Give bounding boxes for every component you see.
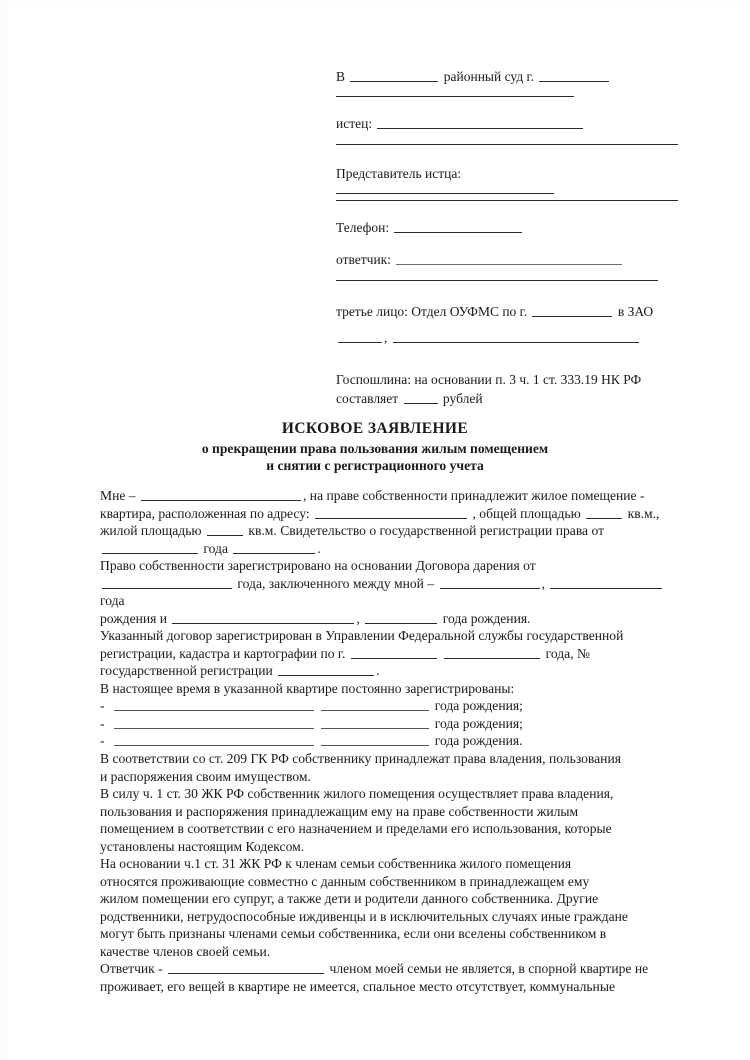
phone-line bbox=[336, 219, 676, 234]
court-second-rule[interactable] bbox=[336, 96, 574, 97]
p1-s3: квартира, расположенная по адресу: bbox=[100, 505, 310, 521]
p7-line4: родственники, нетрудоспособные иждивенцы и в исключительных случаях иные граждане bbox=[100, 908, 628, 924]
body-paragraph-art-209 bbox=[100, 750, 666, 785]
representative-rule-1[interactable] bbox=[336, 193, 554, 194]
p2-s7: года рождения. bbox=[442, 610, 531, 626]
gift-contract-date-blank[interactable] bbox=[102, 575, 232, 589]
gift-party-birthyear-blank[interactable] bbox=[550, 575, 662, 589]
p8-s2: членом моей семьи не является, в спорной квартире не bbox=[329, 961, 649, 977]
p5-line2: и распоряжения своим имуществом. bbox=[100, 768, 311, 784]
body-paragraph-defendant-statement bbox=[100, 960, 666, 995]
defendant-statement-name-blank[interactable] bbox=[168, 960, 324, 974]
defendant-line bbox=[336, 251, 676, 266]
plaintiff-name-blank[interactable] bbox=[377, 115, 583, 129]
p1-s7: кв.м. Свидетельство о государственной регистрации права от bbox=[248, 523, 605, 539]
p2-s3: , bbox=[541, 575, 545, 591]
page-left-margin-strip bbox=[0, 0, 8, 1060]
document-title: ИСКОВОЕ ЗАЯВЛЕНИЕ bbox=[281, 420, 469, 437]
registered-person-name-blank[interactable] bbox=[114, 715, 314, 729]
gift-other-party-birthyear-blank[interactable] bbox=[365, 610, 437, 624]
p1-s2: , на праве собственности принадлежит жилое помещение - bbox=[303, 488, 645, 503]
spacer-after-court bbox=[336, 102, 676, 115]
certificate-number-blank[interactable] bbox=[233, 540, 315, 554]
registered-person-tail: года рождения; bbox=[434, 715, 523, 731]
rosreestr-date-blank[interactable] bbox=[444, 645, 540, 659]
body-paragraph-art-31 bbox=[100, 855, 666, 960]
state-duty-amount-blank[interactable] bbox=[404, 390, 438, 404]
p1-s8: года bbox=[203, 540, 228, 556]
p3-s4: государственной регистрации bbox=[100, 663, 273, 679]
registered-person-tail: года рождения; bbox=[434, 698, 523, 714]
representative-rule-2[interactable] bbox=[336, 200, 678, 201]
court-name-blank[interactable] bbox=[350, 68, 438, 82]
registered-person-name-blank[interactable] bbox=[114, 733, 314, 747]
spacer-after-phone bbox=[336, 234, 676, 251]
p3-s1: Указанный договор зарегистрирован в Управлении Федеральной службы государственной bbox=[100, 628, 624, 644]
registered-person-birthyear-blank[interactable] bbox=[321, 715, 429, 729]
total-area-blank[interactable] bbox=[586, 505, 622, 519]
p6-line2: пользования и распоряжения принадлежащим ему на праве собственности жилым bbox=[100, 803, 579, 819]
phone-label: Телефон: bbox=[336, 219, 390, 235]
third-party-prefix-label: третье лицо: Отдел ОУФМС по г. bbox=[336, 303, 528, 319]
document-subtitle-line-1: о прекращении права пользования жилым помещением bbox=[201, 441, 549, 456]
page-top-margin-strip bbox=[0, 0, 750, 5]
p8-s3: проживает, его вещей в квартире не имеется, спальное место отсутствует, коммунальные bbox=[100, 978, 615, 994]
state-duty-amount-suffix: рублей bbox=[442, 390, 483, 406]
document-body bbox=[100, 487, 666, 995]
p6-line4: установлены настоящим Кодексом. bbox=[100, 838, 305, 854]
p1-s4: , общей площадью bbox=[472, 505, 581, 521]
p3-s2: регистрации, кадастра и картографии по г. bbox=[100, 645, 346, 661]
p8-s1: Ответчик - bbox=[100, 961, 163, 977]
p1-s5: кв.м., bbox=[627, 505, 660, 521]
p7-line1: На основании ч.1 ст. 31 ЖК РФ к членам семьи собственника жилого помещения bbox=[100, 856, 572, 872]
certificate-date-blank[interactable] bbox=[102, 540, 198, 554]
registered-persons-intro: В настоящее время в указанной квартире постоянно зарегистрированы: bbox=[100, 680, 515, 696]
body-paragraph-property bbox=[100, 487, 666, 557]
registered-person-row bbox=[100, 732, 666, 750]
p7-line6: качестве членов своей семьи. bbox=[100, 943, 271, 959]
p2-s6: , bbox=[356, 610, 360, 626]
rosreestr-city-blank[interactable] bbox=[351, 645, 437, 659]
p2-s1: Право собственности зарегистрировано на основании Договора дарения от bbox=[100, 558, 536, 574]
p7-line2: относятся проживающие совместно с данным собственником в принадлежащем ему bbox=[100, 873, 590, 889]
spacer-after-representative bbox=[336, 206, 676, 219]
registered-person-row bbox=[100, 697, 666, 715]
third-party-address-blank[interactable] bbox=[393, 329, 639, 343]
court-prefix-label: В bbox=[336, 68, 346, 84]
registered-person-birthyear-blank[interactable] bbox=[321, 697, 429, 711]
plaintiff-line bbox=[336, 115, 676, 130]
defendant-name-blank[interactable] bbox=[396, 251, 622, 265]
document-subtitle-line-2: и снятии с регистрационного учета bbox=[266, 457, 484, 473]
p2-s4: года bbox=[100, 593, 125, 609]
gift-other-party-name-blank[interactable] bbox=[172, 610, 354, 624]
representative-label: Представитель истца: bbox=[336, 165, 462, 181]
representative-line bbox=[336, 167, 676, 181]
p1-s9: . bbox=[317, 540, 321, 556]
p2-s5: рождения и bbox=[100, 610, 168, 626]
p2-s2: года, заключенного между мной – bbox=[237, 575, 435, 591]
court-middle-label: районный суд г. bbox=[443, 68, 534, 84]
p7-line3: жилом помещении его супруг, а также дети и родители данного собственника. Другие bbox=[100, 891, 599, 907]
gift-party-name-blank[interactable] bbox=[440, 575, 540, 589]
body-paragraph-gift-contract bbox=[100, 557, 666, 627]
p3-s5: . bbox=[376, 663, 380, 679]
third-party-city-blank[interactable] bbox=[532, 303, 612, 317]
court-city-blank[interactable] bbox=[539, 68, 609, 82]
registered-person-name-blank[interactable] bbox=[114, 697, 314, 711]
registered-person-dash: - bbox=[100, 715, 105, 731]
state-duty-line-1 bbox=[336, 373, 676, 387]
third-party-comma: , bbox=[384, 329, 388, 345]
defendant-second-rule[interactable] bbox=[336, 280, 658, 281]
spacer-after-third-party bbox=[336, 344, 676, 364]
state-duty-label: Госпошлина: на основании п. 3 ч. 1 ст. 333.19 НК РФ bbox=[336, 372, 642, 388]
registered-person-row bbox=[100, 715, 666, 733]
third-party-second-line bbox=[336, 329, 676, 344]
state-registration-number-blank[interactable] bbox=[278, 662, 374, 676]
phone-number-blank[interactable] bbox=[394, 219, 522, 233]
registered-person-tail: года рождения. bbox=[434, 733, 523, 749]
owner-name-blank[interactable] bbox=[141, 487, 301, 501]
registered-person-birthyear-blank[interactable] bbox=[321, 733, 429, 747]
defendant-label: ответчик: bbox=[336, 252, 391, 268]
court-line bbox=[336, 68, 676, 83]
spacer-after-defendant bbox=[336, 290, 676, 303]
p1-s6: жилой площадью bbox=[100, 523, 202, 539]
plaintiff-second-rule[interactable] bbox=[336, 144, 678, 145]
third-party-district-blank[interactable] bbox=[338, 329, 382, 343]
third-party-suffix-label: в ЗАО bbox=[617, 303, 654, 319]
document-title-block bbox=[75, 420, 675, 474]
p5-line1: В соответствии со ст. 209 ГК РФ собственнику принадлежат права владения, пользования bbox=[100, 750, 621, 766]
p6-line1: В силу ч. 1 ст. 30 ЖК РФ собственник жилого помещения осуществляет права владения, bbox=[100, 786, 614, 802]
apartment-address-blank[interactable] bbox=[315, 505, 467, 519]
registered-person-dash: - bbox=[100, 733, 105, 749]
p7-line5: могут быть признаны членами семьи собственника, если они вселены собственником в bbox=[100, 926, 607, 942]
third-party-line bbox=[336, 303, 676, 318]
registered-person-dash: - bbox=[100, 698, 105, 714]
state-duty-line-2 bbox=[336, 390, 676, 405]
plaintiff-label: истец: bbox=[336, 116, 373, 132]
body-paragraph-art-30 bbox=[100, 785, 666, 855]
body-paragraph-registration bbox=[100, 627, 666, 680]
addressee-header-block bbox=[336, 68, 676, 405]
state-duty-amount-prefix: составляет bbox=[336, 390, 399, 406]
p1-s1: Мне – bbox=[100, 488, 136, 503]
body-paragraph-registered-persons bbox=[100, 680, 666, 698]
p3-s3: года, № bbox=[545, 645, 590, 661]
living-area-blank[interactable] bbox=[207, 522, 243, 536]
p6-line3: помещением в соответствии с его назначением и пределами его использования, которые bbox=[100, 821, 612, 837]
